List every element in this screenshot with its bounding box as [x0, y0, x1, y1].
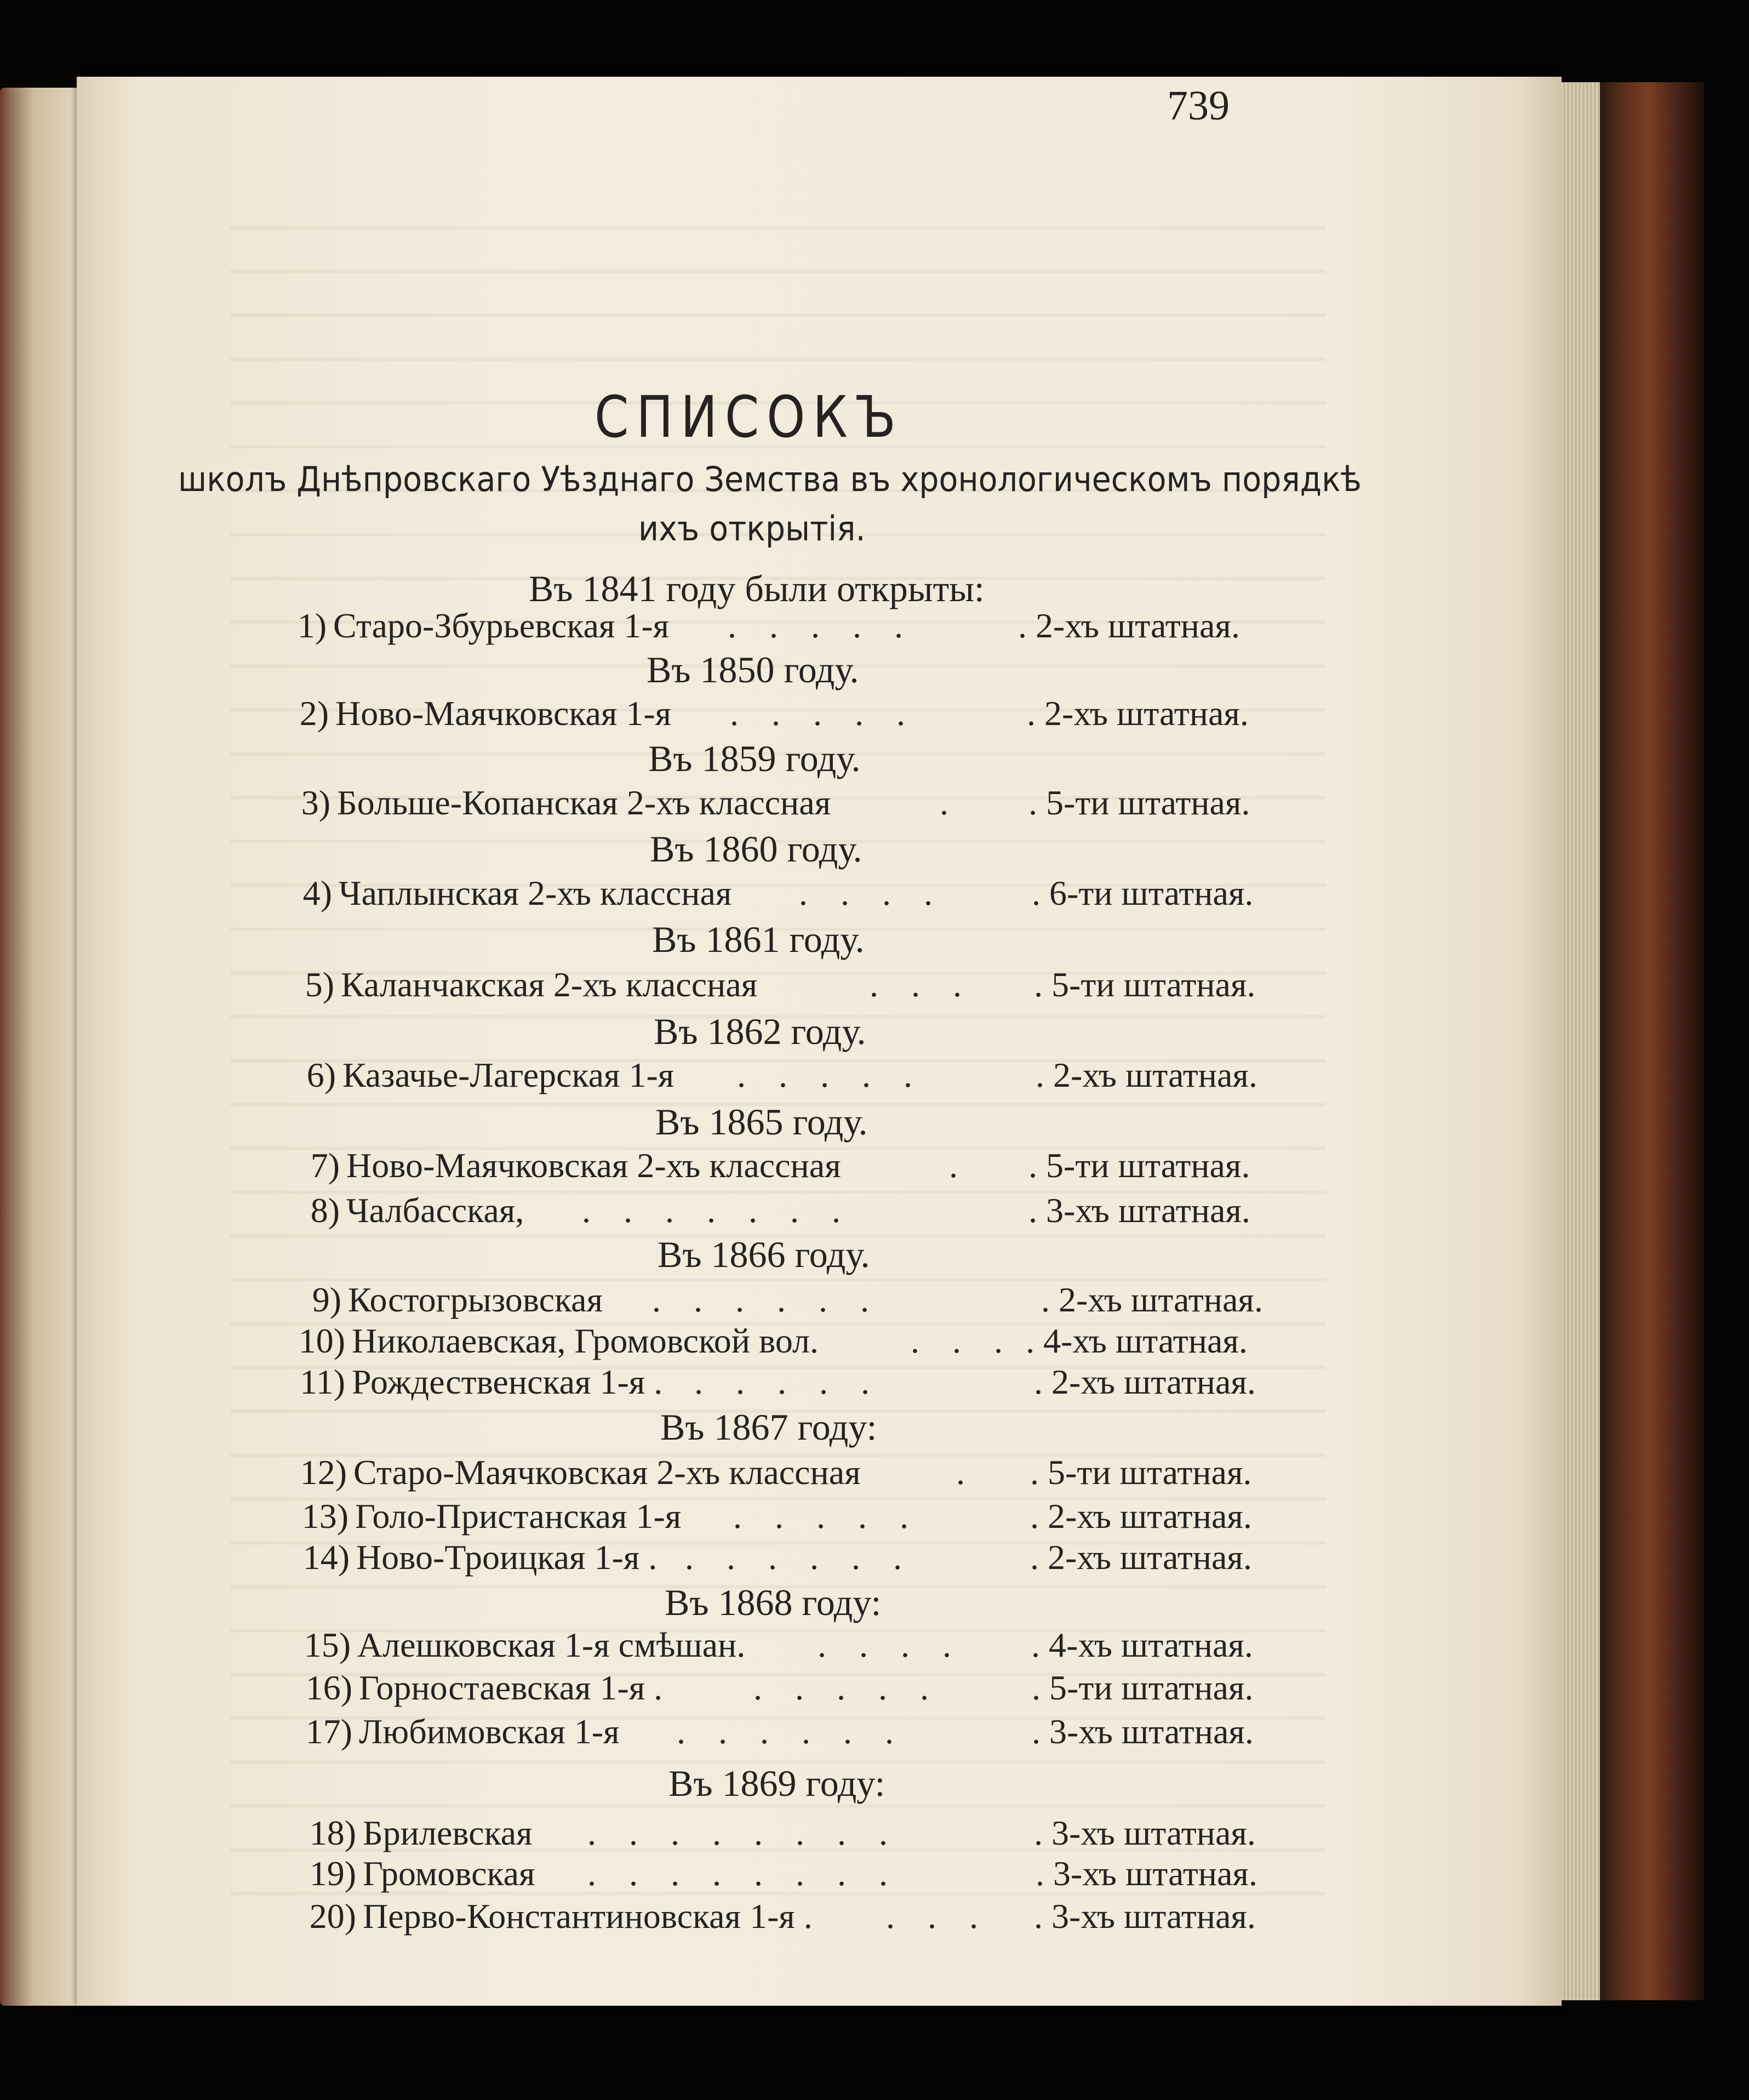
staff-type: . 2-хъ штатная.: [1027, 694, 1249, 733]
document-subtitle-line1: школъ Днѣпровскаго Уѣзднаго Земства въ хронологическомъ порядкѣ: [178, 459, 1362, 499]
school-name: Чаплынская 2-хъ классная: [339, 874, 732, 912]
staff-type: . 3-хъ штатная.: [1034, 1813, 1256, 1852]
leader-dots: . . . . . .: [685, 1538, 914, 1577]
page-number: 739: [1167, 83, 1230, 129]
item-number: 1): [297, 606, 327, 645]
leader-dots: . . . . . . . .: [587, 1813, 900, 1852]
leader-dots: . . . . .: [733, 1497, 921, 1536]
school-name: Любимовская 1-я: [359, 1712, 620, 1751]
year-heading: Въ 1868 году:: [665, 1582, 882, 1623]
leader-dots: . . . . . . . .: [587, 1854, 900, 1893]
year-heading: Въ 1860 году.: [650, 828, 862, 870]
staff-type: . 2-хъ штатная.: [1018, 606, 1240, 645]
item-number: 2): [299, 694, 329, 733]
school-name: Алешковская 1-я смѣшан.: [357, 1625, 746, 1664]
staff-type: . 5-ти штатная.: [1030, 1453, 1252, 1492]
item-number: 4): [302, 874, 332, 912]
year-heading: Въ 1850 году.: [647, 649, 859, 691]
item-number: 7): [310, 1146, 340, 1185]
school-name: Громовская: [363, 1854, 535, 1893]
staff-type: . 2-хъ штатная.: [1034, 1362, 1256, 1401]
school-name: Больше-Копанская 2-хъ классная: [337, 783, 831, 822]
year-heading: Въ 1865 году.: [655, 1101, 868, 1143]
staff-type: . 3-хъ штатная.: [1034, 1897, 1256, 1936]
leader-dots: . . . . . .: [677, 1712, 906, 1751]
item-number: 8): [310, 1191, 340, 1230]
leader-dots: . . . . .: [753, 1668, 941, 1707]
leader-dots: .: [949, 1146, 970, 1185]
school-name: Чалбасская,: [346, 1191, 524, 1230]
item-number: 14): [302, 1538, 350, 1577]
item-number: 3): [301, 783, 330, 822]
item-number: 17): [305, 1712, 352, 1751]
staff-type: . 5-ти штатная.: [1032, 1668, 1254, 1707]
staff-type: . 2-хъ штатная.: [1041, 1280, 1263, 1319]
school-name: Перво-Константиновская 1-я .: [363, 1897, 813, 1936]
staff-type: . 3-хъ штатная.: [1028, 1191, 1250, 1230]
item-number: 10): [298, 1321, 345, 1360]
school-name: Ново-Маячковская 1-я: [335, 694, 672, 733]
leader-dots: . . .: [870, 965, 974, 1004]
school-name: Брилевская: [363, 1813, 533, 1852]
item-number: 11): [300, 1362, 345, 1401]
item-number: 16): [305, 1668, 352, 1707]
staff-type: . 2-хъ штатная.: [1030, 1538, 1252, 1577]
staff-type: . 4-хъ штатная.: [1026, 1321, 1248, 1360]
year-heading: Въ 1859 году.: [648, 738, 861, 779]
leader-dots: . . . . . .: [652, 1280, 881, 1319]
document-subtitle-line2: ихъ открытія.: [638, 509, 866, 549]
document-title: СПИСОКЪ: [595, 384, 904, 450]
leader-dots: . . . .: [818, 1625, 963, 1664]
item-number: 15): [304, 1625, 351, 1664]
staff-type: . 5-ти штатная.: [1028, 783, 1250, 822]
staff-type: . 2-хъ штатная.: [1030, 1497, 1252, 1536]
school-name: Костогрызовская: [348, 1280, 603, 1319]
book-cover-edge: [1600, 82, 1704, 2000]
school-name: Старо-Маячковская 2-хъ классная: [353, 1453, 861, 1492]
year-heading: Въ 1867 году:: [660, 1406, 877, 1448]
year-heading: Въ 1869 году:: [668, 1762, 885, 1804]
year-heading: Въ 1862 году.: [654, 1011, 866, 1052]
school-name: Голо-Пристанская 1-я: [355, 1497, 682, 1536]
item-number: 12): [300, 1453, 347, 1492]
staff-type: . 5-ти штатная.: [1034, 965, 1256, 1004]
staff-type: . 4-хъ штатная.: [1031, 1625, 1253, 1664]
year-heading: Въ 1841 году были открыты:: [529, 568, 985, 609]
school-name: Казачье-Лагерская 1-я: [342, 1055, 675, 1094]
item-number: 9): [312, 1280, 341, 1319]
item-number: 18): [309, 1813, 356, 1852]
leader-dots: . . . . .: [737, 1055, 924, 1094]
staff-type: . 6-ти штатная.: [1032, 874, 1254, 912]
leader-dots: .: [940, 783, 961, 822]
leader-dots: . . . .: [799, 874, 945, 912]
school-name: Ново-Троицкая 1-я .: [356, 1538, 658, 1577]
leader-dots: . . . . .: [694, 1362, 882, 1401]
leader-dots: . . .: [886, 1897, 990, 1936]
staff-type: . 2-хъ штатная.: [1036, 1055, 1258, 1094]
leader-dots: .: [956, 1453, 977, 1492]
page-edges: [1562, 82, 1600, 2000]
item-number: 20): [309, 1897, 356, 1936]
school-name: Николаевская, Громовской вол.: [352, 1321, 819, 1360]
item-number: 6): [306, 1055, 336, 1094]
item-number: 19): [309, 1854, 356, 1893]
school-name: Старо-Збурьевская 1-я: [333, 606, 670, 645]
year-heading: Въ 1866 году.: [658, 1234, 870, 1275]
staff-type: . 3-хъ штатная.: [1036, 1854, 1258, 1893]
school-name: Ново-Маячковская 2-хъ классная: [346, 1146, 841, 1185]
school-name: Горностаевская 1-я .: [359, 1668, 663, 1707]
leader-dots: . . .: [911, 1321, 1015, 1360]
item-number: 13): [301, 1497, 348, 1536]
school-name: Рождественская 1-я .: [352, 1362, 663, 1401]
item-number: 5): [305, 965, 334, 1004]
staff-type: . 3-хъ штатная.: [1032, 1712, 1254, 1751]
school-name: Каланчакская 2-хъ классная: [341, 965, 758, 1004]
staff-type: . 5-ти штатная.: [1028, 1146, 1250, 1185]
year-heading: Въ 1861 году.: [652, 918, 865, 960]
leader-dots: . . . . . . .: [582, 1191, 853, 1230]
leader-dots: . . . . .: [730, 694, 917, 733]
leader-dots: . . . . .: [728, 606, 915, 645]
